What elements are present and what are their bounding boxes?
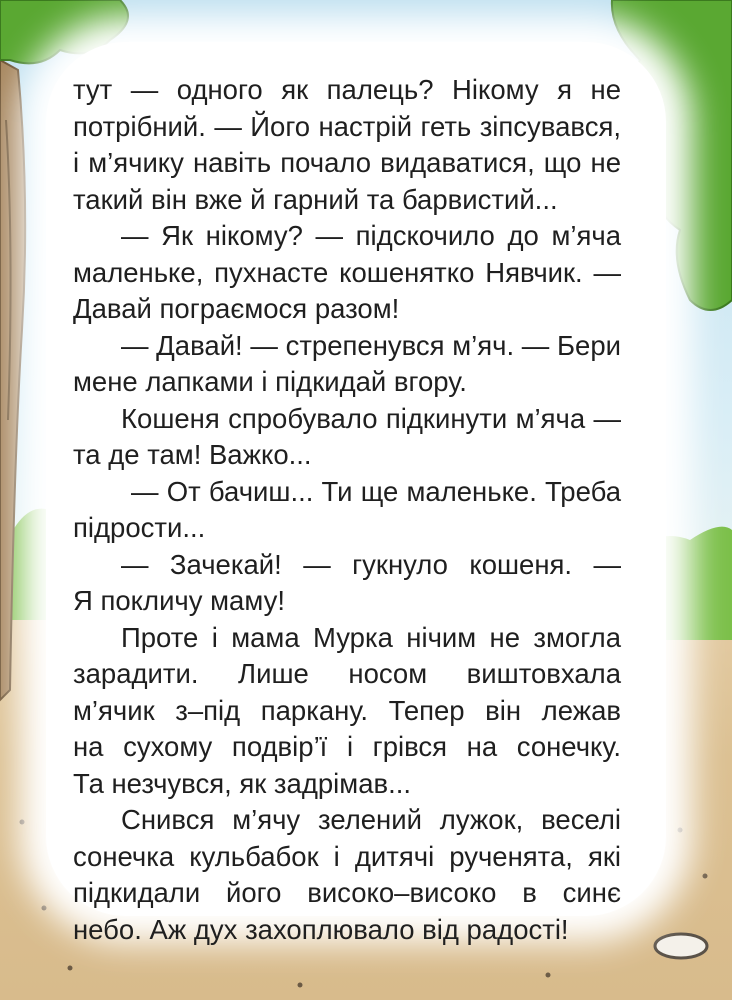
story-line: тут — одного як палець? Нікому я не: [73, 74, 621, 105]
story-line: — Давай! — стрепенувся м’яч. — Бери: [121, 329, 621, 361]
story-line: — От бачиш... Ти ще маленьке. Треба: [131, 475, 621, 507]
story-line: Кошеня спробувало підкинути м’яча —: [121, 402, 621, 434]
story-line: Давай пограємося разом!: [73, 293, 400, 324]
story-line: Та незчувся, як задрімав...: [73, 767, 412, 799]
story-line: підрости...: [73, 512, 206, 543]
story-line: зарадити. Лише носом виштовхала: [73, 658, 621, 689]
story-line: і м’ячику навіть почало видаватися, що не: [73, 147, 621, 178]
story-line: — Зачекай! — гукнуло кошеня. —: [121, 548, 621, 580]
story-line: такий він вже й гарний та барвистий...: [73, 183, 558, 215]
story-line: та де там! Важко...: [73, 439, 312, 470]
story-line: небо. Аж дух захоплювало від радості!: [73, 913, 569, 945]
pebble: [655, 934, 707, 958]
story-line: м’ячик з–під паркану. Тепер він лежав: [73, 694, 621, 726]
story-line: маленьке, пухнасте кошенятко Нявчик. —: [73, 256, 621, 288]
story-line: потрібний. — Його настрій геть зіпсувався,: [73, 110, 621, 142]
story-line: Проте і мама Мурка нічим не змогла: [121, 621, 621, 653]
story-line: — Як нікому? — підскочило до м’яча: [121, 220, 621, 251]
story-line: сонечка кульбабок і дитячі рученята, які: [73, 840, 621, 872]
ground-speck: [703, 874, 708, 879]
ground-speck: [68, 966, 73, 971]
story-text: [73, 72, 621, 948]
story-line: Я покличу маму!: [73, 585, 285, 616]
ground-speck: [20, 820, 25, 825]
story-line: Снився м’ячу зелений лужок, веселі: [121, 804, 621, 835]
ground-speck: [42, 906, 47, 911]
ground-speck: [298, 983, 303, 988]
ground-speck: [546, 973, 551, 978]
story-line: на сухому подвір’ї і грівся на сонечку.: [73, 731, 621, 762]
ground-speck: [678, 828, 683, 833]
story-line: підкидали його високо–високо в синє: [73, 877, 621, 908]
story-line: мене лапками і підкидай вгору.: [73, 366, 467, 397]
